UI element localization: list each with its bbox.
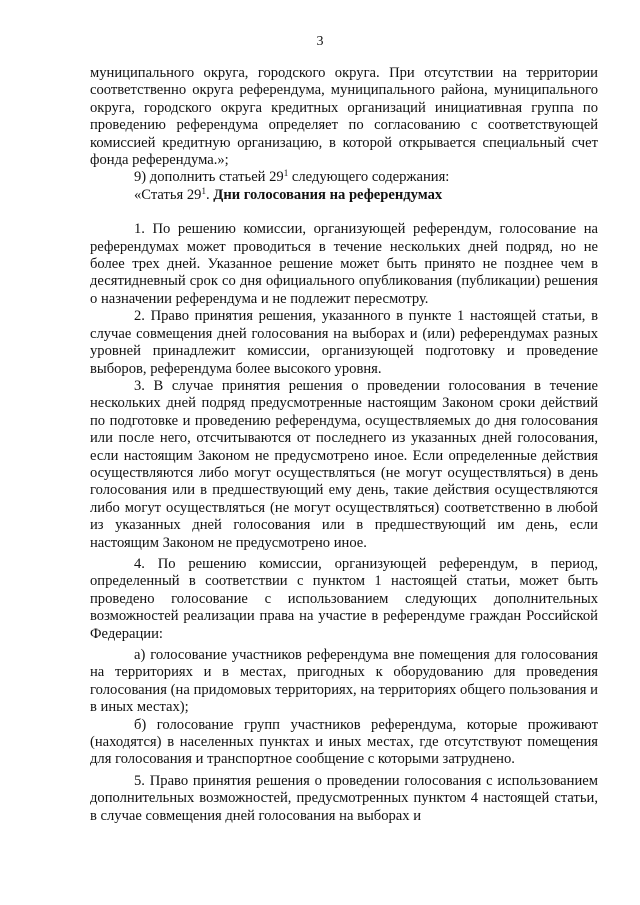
continuation-paragraph: муниципального округа, городского округа. При отсутствии на территории соответственно округа референдума, муниципального района, муниципального округа, городского округа кредитных организаций инициативная группа по проведению референдума определяет по согласованию с соответствующей комиссией кредитную организацию, в которой открывается специальный счет фонда референдума.»;	[90, 65, 598, 169]
article-heading	[90, 187, 598, 204]
paragraph-1: 1. По решению комиссии, организующей референдум, голосование на референдумах может проводиться в течение нескольких дней подряд, но не более трех дней. Указанное решение может быть принято не позднее чем в десятидневный срок со дня официального опубликования (публикации) решения о назначении референдума и не подлежит пересмотру.	[90, 221, 598, 307]
paragraph-4b: б) голосование групп участников референдума, которые проживают (находятся) в населенных пунктах и иных местах, где отсутствуют помещения для голосования и транспортное сообщение с которыми затруднено.	[90, 716, 598, 768]
page-number: 3	[316, 34, 324, 49]
paragraph-4a: а) голосование участников референдума вне помещения для голосования на территориях и в местах, пригодных к оборудованию для проведения голосования (на придомовых территориях, на территориях общего пользования и в иных местах);	[90, 647, 598, 716]
paragraph-3: 3. В случае принятия решения о проведении голосования в течение нескольких дней подряд предусмотренные настоящим Законом сроки действий по подготовке и проведению референдума, осуществляемых до дня голосования или после него, отсчитываются от последнего из указанных дней голосования, если настоящим Законом не предусмотрено иное. Если определенные действия осуществляются либо могут осуществляться (не могут осуществляться) в день голосования или в предшествующий ему день, такие действия осуществляются либо могут осуществляться (не могут осуществляться) соответственно в любой из указанных дней голосования или в предшествующий им день, если настоящим Законом не предусмотрено иное.	[90, 377, 598, 551]
amendment-item-9	[90, 169, 598, 186]
paragraph-2: 2. Право принятия решения, указанного в пункте 1 настоящей статьи, в случае совмещения дней голосования на выборах и (или) референдумах разных уровней принадлежит комиссии, организующей подготовку и проведение выборов, референдума более высокого уровня.	[90, 308, 598, 377]
article-heading-title: Дни голосования на референдумах	[213, 186, 443, 203]
item9-tail: следующего содержания:	[288, 169, 450, 186]
paragraph-4: 4. По решению комиссии, организующей референдум, в период, определенный в соответствии с пунктом 1 настоящей статьи, может быть проведено голосование с использованием следующих дополнительных возможностей реализации права на участие в референдуме граждан Российской Федерации:	[90, 555, 598, 642]
item9-text: 9) дополнить статьей 29	[134, 169, 284, 186]
paragraph-5: 5. Право принятия решения о проведении голосования с использованием дополнительных возможностей, предусмотренных пунктом 4 настоящей статьи, в случае совмещения дней голосования на выборах и	[90, 772, 598, 824]
article-heading-superscript: 1	[201, 185, 206, 196]
document-body	[90, 65, 598, 825]
article-heading-prefix: «Статья 29	[134, 186, 202, 203]
item9-superscript: 1	[283, 168, 289, 179]
article-heading-dot: .	[205, 186, 214, 203]
